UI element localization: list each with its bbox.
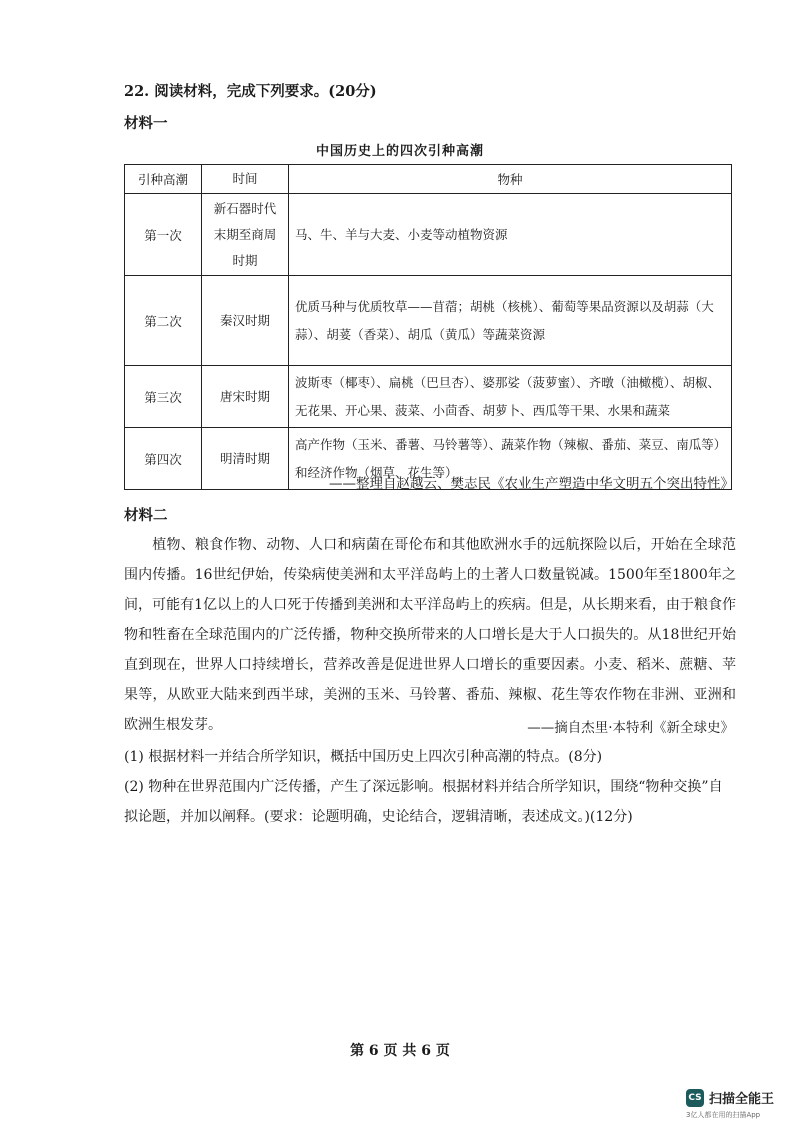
header-time: 时间 bbox=[202, 165, 289, 194]
cell-wave: 第四次 bbox=[125, 428, 202, 490]
table-row bbox=[125, 366, 732, 428]
cell-time: 明清时期 bbox=[202, 428, 289, 490]
question-two: (2) 物种在世界范围内广泛传播，产生了深远影响。根据材料并结合所学知识，围绕“物种交换”自拟论题，并加以阐释。(要求：论题明确，史论结合，逻辑清晰，表述成文。)(12分) bbox=[124, 779, 723, 825]
cell-time: 唐宋时期 bbox=[202, 366, 289, 428]
cell-species: 优质马种与优质牧草——苜蓿；胡桃（核桃）、葡萄等果品资源以及胡蒜（大蒜）、胡荽（香菜）、胡瓜（黄瓜）等蔬菜资源 bbox=[289, 276, 732, 366]
cell-species: 马、牛、羊与大麦、小麦等动植物资源 bbox=[289, 194, 732, 276]
cell-wave: 第二次 bbox=[125, 276, 202, 366]
question-one: (1) 根据材料一并结合所学知识，概括中国历史上四次引种高潮的特点。(8分) bbox=[124, 749, 603, 765]
question-title: 22. 阅读材料，完成下列要求。(20分) bbox=[124, 83, 377, 100]
scanner-brand bbox=[686, 1088, 774, 1107]
material-one-label: 材料一 bbox=[124, 115, 168, 132]
species-table bbox=[124, 164, 732, 490]
scanner-logo-icon: CS bbox=[686, 1089, 704, 1107]
scanner-subtitle: 3亿人都在用的扫描App bbox=[686, 1111, 761, 1119]
cell-wave: 第一次 bbox=[125, 194, 202, 276]
material-one-source: ——整理自赵越云、樊志民《农业生产塑造中华文明五个突出特性》 bbox=[329, 476, 734, 492]
table-title: 中国历史上的四次引种高潮 bbox=[315, 144, 484, 159]
page-number: 第 6 页 共 6 页 bbox=[350, 1043, 450, 1059]
cell-wave: 第三次 bbox=[125, 366, 202, 428]
cell-species: 高产作物（玉米、番薯、马铃薯等）、蔬菜作物（辣椒、番茄、菜豆、南瓜等）和经济作物（烟草、花生等） bbox=[289, 428, 732, 490]
table-row bbox=[125, 276, 732, 366]
cell-time: 秦汉时期 bbox=[202, 276, 289, 366]
table-row bbox=[125, 194, 732, 276]
material-two-source: ——摘自杰里·本特利《新全球史》 bbox=[527, 720, 734, 736]
material-two-text: 植物、粮食作物、动物、人口和病菌在哥伦布和其他欧洲水手的远航探险以后，开始在全球范围内传播。16世纪伊始，传染病使美洲和太平洋岛屿上的土著人口数量锐减。1500年至1800年之间，可能有1亿以上的人口死于传播到美洲和太平洋岛屿上的疾病。但是，从长期来看，由于粮食作物和牲畜在全球范围内的广泛传播，物种交换所带来的人口增长是大于人口损失的。从18世纪开始直到现在，世界人口持续增长，营养改善是促进世界人口增长的重要因素。小麦、稻米、蔗糖、苹果等，从欧亚大陆来到西半球，美洲的玉米、马铃薯、番茄、辣椒、花生等农作物在非洲、亚洲和欧洲生根发芽。 bbox=[124, 537, 736, 733]
cell-time: 新石器时代末期至商周时期 bbox=[202, 194, 289, 276]
table-header-row bbox=[125, 165, 732, 194]
material-two-text-block bbox=[124, 530, 736, 740]
scanner-name: 扫描全能王 bbox=[709, 1092, 775, 1107]
header-wave: 引种高潮 bbox=[125, 165, 202, 194]
cell-species: 波斯枣（椰枣）、扁桃（巴旦杏）、婆那娑（菠萝蜜）、齐暾（油橄榄）、胡椒、无花果、开心果、菠菜、小茴香、胡萝卜、西瓜等干果、水果和蔬菜 bbox=[289, 366, 732, 428]
material-two-label: 材料二 bbox=[124, 507, 168, 524]
header-species: 物种 bbox=[289, 165, 732, 194]
